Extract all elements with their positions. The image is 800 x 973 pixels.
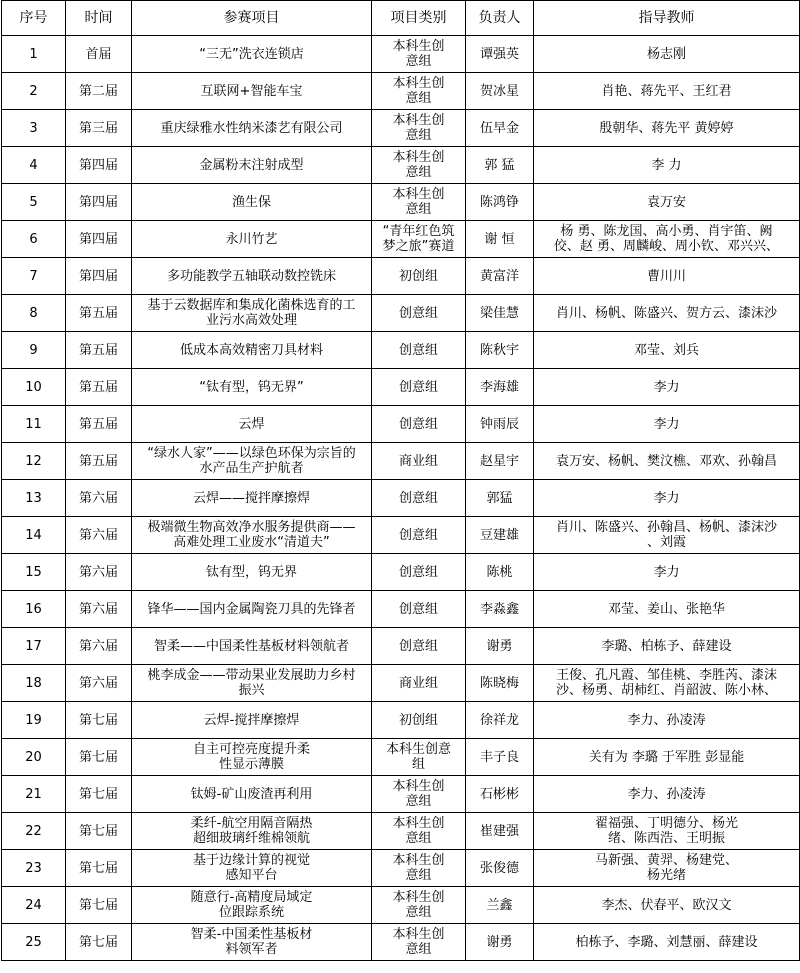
cell-advisors: 曹川川 bbox=[534, 258, 800, 295]
cell-advisors: 李力 bbox=[534, 480, 800, 517]
cell-index: 20 bbox=[2, 739, 66, 776]
cell-time: 第五届 bbox=[66, 332, 132, 369]
cell-index: 24 bbox=[2, 887, 66, 924]
cell-advisors: 殷朝华、蒋先平 黄婷婷 bbox=[534, 110, 800, 147]
cell-leader: 徐祥龙 bbox=[466, 702, 534, 739]
cell-leader: 谭强英 bbox=[466, 36, 534, 73]
cell-index: 23 bbox=[2, 850, 66, 887]
table-row bbox=[2, 295, 800, 332]
cell-index: 17 bbox=[2, 628, 66, 665]
cell-category: 本科生创 意组 bbox=[372, 776, 466, 813]
cell-time: 第七届 bbox=[66, 776, 132, 813]
header-time: 时间 bbox=[66, 1, 132, 36]
cell-category: 本科生创 意组 bbox=[372, 36, 466, 73]
cell-project: 金属粉末注射成型 bbox=[132, 147, 372, 184]
cell-advisors: 李力 bbox=[534, 369, 800, 406]
cell-advisors: 王俊、孔凡霞、邹佳桃、李胜芮、漆沫 沙、杨勇、胡柿红、肖韶波、陈小林、 bbox=[534, 665, 800, 702]
table-row bbox=[2, 813, 800, 850]
table-row bbox=[2, 887, 800, 924]
cell-category: 本科生创 意组 bbox=[372, 110, 466, 147]
cell-advisors: 李璐、柏栋予、薛建设 bbox=[534, 628, 800, 665]
cell-project: 钛有型，钨无界 bbox=[132, 554, 372, 591]
cell-time: 第七届 bbox=[66, 739, 132, 776]
cell-project: 多功能教学五轴联动数控铣床 bbox=[132, 258, 372, 295]
cell-leader: 郭猛 bbox=[466, 480, 534, 517]
cell-time: 第六届 bbox=[66, 517, 132, 554]
cell-project: 钛姆-矿山废渣再利用 bbox=[132, 776, 372, 813]
cell-time: 第六届 bbox=[66, 591, 132, 628]
cell-advisors: 邓莹、刘兵 bbox=[534, 332, 800, 369]
table-row bbox=[2, 147, 800, 184]
cell-advisors: 马新强、黄羿、杨建党、 杨光绪 bbox=[534, 850, 800, 887]
cell-leader: 张俊德 bbox=[466, 850, 534, 887]
table-row bbox=[2, 554, 800, 591]
cell-time: 第四届 bbox=[66, 221, 132, 258]
cell-project: 基于云数据库和集成化菌株选育的工 业污水高效处理 bbox=[132, 295, 372, 332]
cell-advisors: 袁万安、杨帆、樊汶樵、邓欢、孙翰昌 bbox=[534, 443, 800, 480]
table-row bbox=[2, 739, 800, 776]
cell-index: 21 bbox=[2, 776, 66, 813]
cell-advisors: 肖川、陈盛兴、孙翰昌、杨帆、漆沫沙 、刘霞 bbox=[534, 517, 800, 554]
cell-leader: 伍早金 bbox=[466, 110, 534, 147]
cell-project: “绿水人家”——以绿色环保为宗旨的 水产品生产护航者 bbox=[132, 443, 372, 480]
cell-category: 本科生创 意组 bbox=[372, 73, 466, 110]
cell-category: 商业组 bbox=[372, 443, 466, 480]
cell-project: 基于边缘计算的视觉 感知平台 bbox=[132, 850, 372, 887]
cell-leader: 黄富洋 bbox=[466, 258, 534, 295]
cell-index: 19 bbox=[2, 702, 66, 739]
cell-time: 第七届 bbox=[66, 813, 132, 850]
cell-category: 创意组 bbox=[372, 517, 466, 554]
table-row bbox=[2, 850, 800, 887]
cell-advisors: 翟福强、丁明德分、杨光 绪、陈西浩、王明振 bbox=[534, 813, 800, 850]
cell-project: 桃李成金——带动果业发展助力乡村 振兴 bbox=[132, 665, 372, 702]
cell-category: 创意组 bbox=[372, 406, 466, 443]
cell-project: 自主可控亮度提升柔 性显示薄膜 bbox=[132, 739, 372, 776]
cell-time: 首届 bbox=[66, 36, 132, 73]
table-row bbox=[2, 628, 800, 665]
cell-leader: 李淼鑫 bbox=[466, 591, 534, 628]
cell-index: 16 bbox=[2, 591, 66, 628]
cell-project: 锋华——国内金属陶瓷刀具的先锋者 bbox=[132, 591, 372, 628]
cell-advisors: 李 力 bbox=[534, 147, 800, 184]
cell-project: 永川竹艺 bbox=[132, 221, 372, 258]
cell-time: 第四届 bbox=[66, 184, 132, 221]
cell-time: 第七届 bbox=[66, 924, 132, 961]
cell-category: 本科生创 意组 bbox=[372, 887, 466, 924]
cell-category: 初创组 bbox=[372, 702, 466, 739]
cell-advisors: 杨 勇、陈龙国、高小勇、肖宇笛、阙 佼、赵 勇、周麟峻、周小钦、邓兴兴、 bbox=[534, 221, 800, 258]
cell-leader: 钟雨辰 bbox=[466, 406, 534, 443]
cell-leader: 谢 恒 bbox=[466, 221, 534, 258]
cell-time: 第五届 bbox=[66, 406, 132, 443]
cell-project: 重庆绿雅水性纳米漆艺有限公司 bbox=[132, 110, 372, 147]
table-row bbox=[2, 73, 800, 110]
cell-advisors: 关有为 李璐 于军胜 彭显能 bbox=[534, 739, 800, 776]
cell-category: 本科生创 意组 bbox=[372, 850, 466, 887]
cell-project: 智柔-中国柔性基板材 料领军者 bbox=[132, 924, 372, 961]
table-row bbox=[2, 110, 800, 147]
cell-leader: 崔建强 bbox=[466, 813, 534, 850]
header-category: 项目类别 bbox=[372, 1, 466, 36]
cell-index: 3 bbox=[2, 110, 66, 147]
cell-leader: 赵星宇 bbox=[466, 443, 534, 480]
cell-index: 25 bbox=[2, 924, 66, 961]
table-row bbox=[2, 258, 800, 295]
cell-time: 第五届 bbox=[66, 369, 132, 406]
cell-leader: 谢勇 bbox=[466, 924, 534, 961]
table-row bbox=[2, 924, 800, 961]
cell-leader: 豆建雄 bbox=[466, 517, 534, 554]
cell-advisors: 肖川、杨帆、陈盛兴、贺方云、漆沫沙 bbox=[534, 295, 800, 332]
cell-index: 13 bbox=[2, 480, 66, 517]
table-row bbox=[2, 591, 800, 628]
table-row bbox=[2, 480, 800, 517]
cell-time: 第五届 bbox=[66, 295, 132, 332]
cell-index: 18 bbox=[2, 665, 66, 702]
cell-project: 智柔——中国柔性基板材料领航者 bbox=[132, 628, 372, 665]
header-project: 参赛项目 bbox=[132, 1, 372, 36]
cell-time: 第四届 bbox=[66, 147, 132, 184]
cell-leader: 陈鸿铮 bbox=[466, 184, 534, 221]
cell-project: 极端微生物高效净水服务提供商—— 高难处理工业废水“清道夫” bbox=[132, 517, 372, 554]
cell-project: 云焊-搅拌摩擦焊 bbox=[132, 702, 372, 739]
table-row bbox=[2, 665, 800, 702]
table-row bbox=[2, 517, 800, 554]
table-row bbox=[2, 332, 800, 369]
cell-time: 第六届 bbox=[66, 480, 132, 517]
cell-category: 创意组 bbox=[372, 554, 466, 591]
cell-project: 云焊——搅拌摩擦焊 bbox=[132, 480, 372, 517]
cell-project: 低成本高效精密刀具材料 bbox=[132, 332, 372, 369]
cell-project: 互联网+智能车宝 bbox=[132, 73, 372, 110]
cell-project: “钛有型，钨无界” bbox=[132, 369, 372, 406]
cell-category: 创意组 bbox=[372, 591, 466, 628]
cell-leader: 石彬彬 bbox=[466, 776, 534, 813]
cell-index: 8 bbox=[2, 295, 66, 332]
cell-advisors: 李力 bbox=[534, 406, 800, 443]
cell-advisors: 李力、孙凌涛 bbox=[534, 702, 800, 739]
cell-category: 创意组 bbox=[372, 332, 466, 369]
cell-advisors: 邓莹、姜山、张艳华 bbox=[534, 591, 800, 628]
cell-category: 本科生创 意组 bbox=[372, 813, 466, 850]
cell-leader: 李海雄 bbox=[466, 369, 534, 406]
cell-advisors: 李杰、伏春平、欧汉文 bbox=[534, 887, 800, 924]
cell-index: 2 bbox=[2, 73, 66, 110]
cell-category: 创意组 bbox=[372, 628, 466, 665]
cell-index: 10 bbox=[2, 369, 66, 406]
cell-leader: 丰子良 bbox=[466, 739, 534, 776]
cell-category: 本科生创 意组 bbox=[372, 184, 466, 221]
table-row bbox=[2, 776, 800, 813]
cell-index: 11 bbox=[2, 406, 66, 443]
cell-project: 柔纤-航空用隔音隔热 超细玻璃纤维棉领航 bbox=[132, 813, 372, 850]
table-body bbox=[2, 36, 800, 961]
cell-time: 第六届 bbox=[66, 665, 132, 702]
cell-advisors: 柏栋予、李璐、刘慧丽、薛建设 bbox=[534, 924, 800, 961]
cell-time: 第四届 bbox=[66, 258, 132, 295]
cell-time: 第七届 bbox=[66, 702, 132, 739]
cell-category: 创意组 bbox=[372, 295, 466, 332]
cell-category: 初创组 bbox=[372, 258, 466, 295]
cell-advisors: 李力、孙凌涛 bbox=[534, 776, 800, 813]
cell-index: 4 bbox=[2, 147, 66, 184]
table-row bbox=[2, 406, 800, 443]
cell-project: 随意行-高精度局域定 位跟踪系统 bbox=[132, 887, 372, 924]
cell-leader: 陈晓梅 bbox=[466, 665, 534, 702]
header-index: 序号 bbox=[2, 1, 66, 36]
cell-category: 本科生创 意组 bbox=[372, 924, 466, 961]
cell-index: 15 bbox=[2, 554, 66, 591]
cell-index: 9 bbox=[2, 332, 66, 369]
cell-leader: 梁佳慧 bbox=[466, 295, 534, 332]
cell-advisors: 李力 bbox=[534, 554, 800, 591]
cell-project: 渔生保 bbox=[132, 184, 372, 221]
cell-advisors: 袁万安 bbox=[534, 184, 800, 221]
cell-time: 第六届 bbox=[66, 554, 132, 591]
table-row bbox=[2, 702, 800, 739]
cell-category: 创意组 bbox=[372, 369, 466, 406]
header-row bbox=[2, 1, 800, 36]
cell-project: 云焊 bbox=[132, 406, 372, 443]
cell-project: “三无”洗衣连锁店 bbox=[132, 36, 372, 73]
cell-index: 12 bbox=[2, 443, 66, 480]
header-leader: 负责人 bbox=[466, 1, 534, 36]
cell-leader: 陈桃 bbox=[466, 554, 534, 591]
table-row bbox=[2, 369, 800, 406]
cell-category: 本科生创意 组 bbox=[372, 739, 466, 776]
cell-leader: 郭 猛 bbox=[466, 147, 534, 184]
cell-category: 本科生创 意组 bbox=[372, 147, 466, 184]
cell-time: 第七届 bbox=[66, 887, 132, 924]
cell-index: 14 bbox=[2, 517, 66, 554]
cell-time: 第五届 bbox=[66, 443, 132, 480]
cell-index: 7 bbox=[2, 258, 66, 295]
cell-time: 第二届 bbox=[66, 73, 132, 110]
competition-table bbox=[1, 0, 800, 961]
cell-time: 第三届 bbox=[66, 110, 132, 147]
table-row bbox=[2, 36, 800, 73]
cell-category: 商业组 bbox=[372, 665, 466, 702]
cell-time: 第六届 bbox=[66, 628, 132, 665]
cell-index: 5 bbox=[2, 184, 66, 221]
cell-leader: 贺冰星 bbox=[466, 73, 534, 110]
cell-time: 第七届 bbox=[66, 850, 132, 887]
table-row bbox=[2, 443, 800, 480]
table-row bbox=[2, 184, 800, 221]
header-advisors: 指导教师 bbox=[534, 1, 800, 36]
cell-category: 创意组 bbox=[372, 480, 466, 517]
cell-leader: 陈秋宇 bbox=[466, 332, 534, 369]
cell-advisors: 杨志刚 bbox=[534, 36, 800, 73]
table-row bbox=[2, 221, 800, 258]
cell-leader: 兰鑫 bbox=[466, 887, 534, 924]
cell-advisors: 肖艳、蒋先平、王红君 bbox=[534, 73, 800, 110]
cell-leader: 谢勇 bbox=[466, 628, 534, 665]
cell-index: 1 bbox=[2, 36, 66, 73]
cell-index: 6 bbox=[2, 221, 66, 258]
cell-category: “青年红色筑 梦之旅”赛道 bbox=[372, 221, 466, 258]
cell-index: 22 bbox=[2, 813, 66, 850]
